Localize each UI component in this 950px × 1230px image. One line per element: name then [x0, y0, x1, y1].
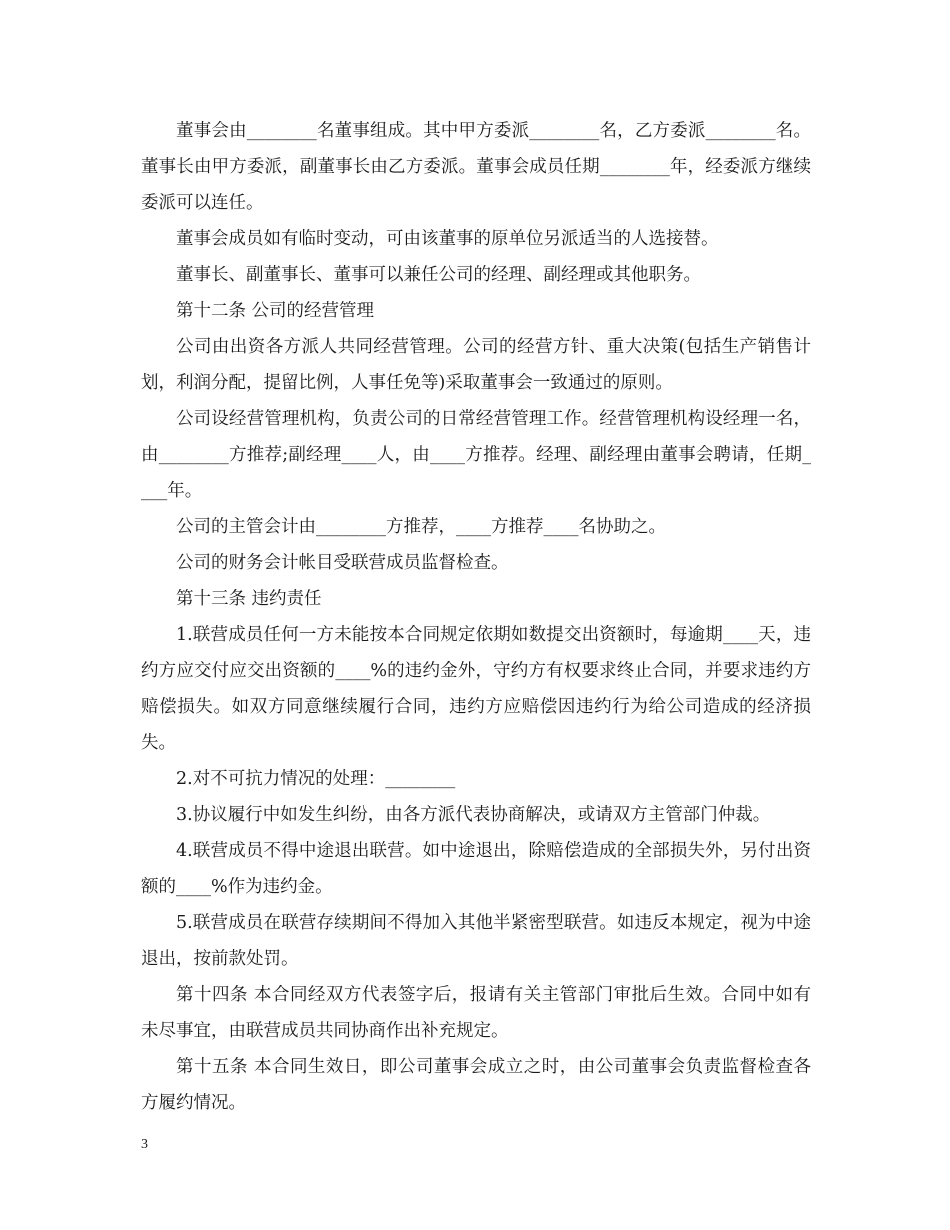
- article-14-effectiveness: 第十四条 本合同经双方代表签字后，报请有关主管部门审批后生效。合同中如有未尽事宜，由联营成员共同协商作出补充规定。: [141, 985, 811, 1041]
- clause-1-late-contribution: 1.联营成员任何一方未能按本合同规定依期如数提交出资额时，每逾期____天，违约方应交付应交出资额的____%的违约金外，守约方有权要求终止合同，并要求违约方赔偿损失。如双方同意继续履行合同，违约方应赔偿因违约行为给公司造成的经济损失。: [141, 625, 811, 753]
- page-number: 3: [141, 1137, 148, 1152]
- clause-4-withdrawal: 4.联营成员不得中途退出联营。如中途退出，除赔偿造成的全部损失外，另付出资额的____%作为违约金。: [141, 841, 811, 897]
- article-15-supervision: 第十五条 本合同生效日，即公司董事会成立之时，由公司董事会负责监督检查各方履约情况。: [141, 1057, 811, 1113]
- paragraph-board-changes: 董事会成员如有临时变动，可由该董事的原单位另派适当的人选接替。: [176, 229, 719, 249]
- article-12-heading: 第十二条 公司的经营管理: [176, 301, 375, 321]
- clause-3-disputes: 3.协议履行中如发生纠纷，由各方派代表协商解决，或请双方主管部门仲裁。: [176, 805, 771, 825]
- paragraph-concurrent-posts: 董事长、副董事长、董事可以兼任公司的经理、副经理或其他职务。: [176, 265, 701, 285]
- article-13-heading: 第十三条 违约责任: [176, 589, 322, 609]
- paragraph-joint-management: 公司由出资各方派人共同经营管理。公司的经营方针、重大决策(包括生产销售计划，利润分配，提留比例，人事任免等)采取董事会一致通过的原则。: [141, 337, 811, 393]
- paragraph-chief-accountant: 公司的主管会计由________方推荐，____方推荐____名协助之。: [176, 517, 666, 537]
- paragraph-management-body: 公司设经营管理机构，负责公司的日常经营管理工作。经营管理机构设经理一名，由________方推荐;副经理____人，由____方推荐。经理、副经理由董事会聘请，任期____年。: [141, 409, 811, 501]
- clause-5-other-joint-ventures: 5.联营成员在联营存续期间不得加入其他半紧密型联营。如违反本规定，视为中途退出，按前款处罚。: [141, 913, 811, 969]
- paragraph-board-composition: 董事会由________名董事组成。其中甲方委派________名，乙方委派________名。董事长由甲方委派，副董事长由乙方委派。董事会成员任期________年，经委派方继续委派可以连任。: [141, 121, 811, 213]
- clause-2-force-majeure: 2.对不可抗力情况的处理：________: [176, 769, 456, 789]
- paragraph-accounts-supervision: 公司的财务会计帐目受联营成员监督检查。: [176, 553, 509, 573]
